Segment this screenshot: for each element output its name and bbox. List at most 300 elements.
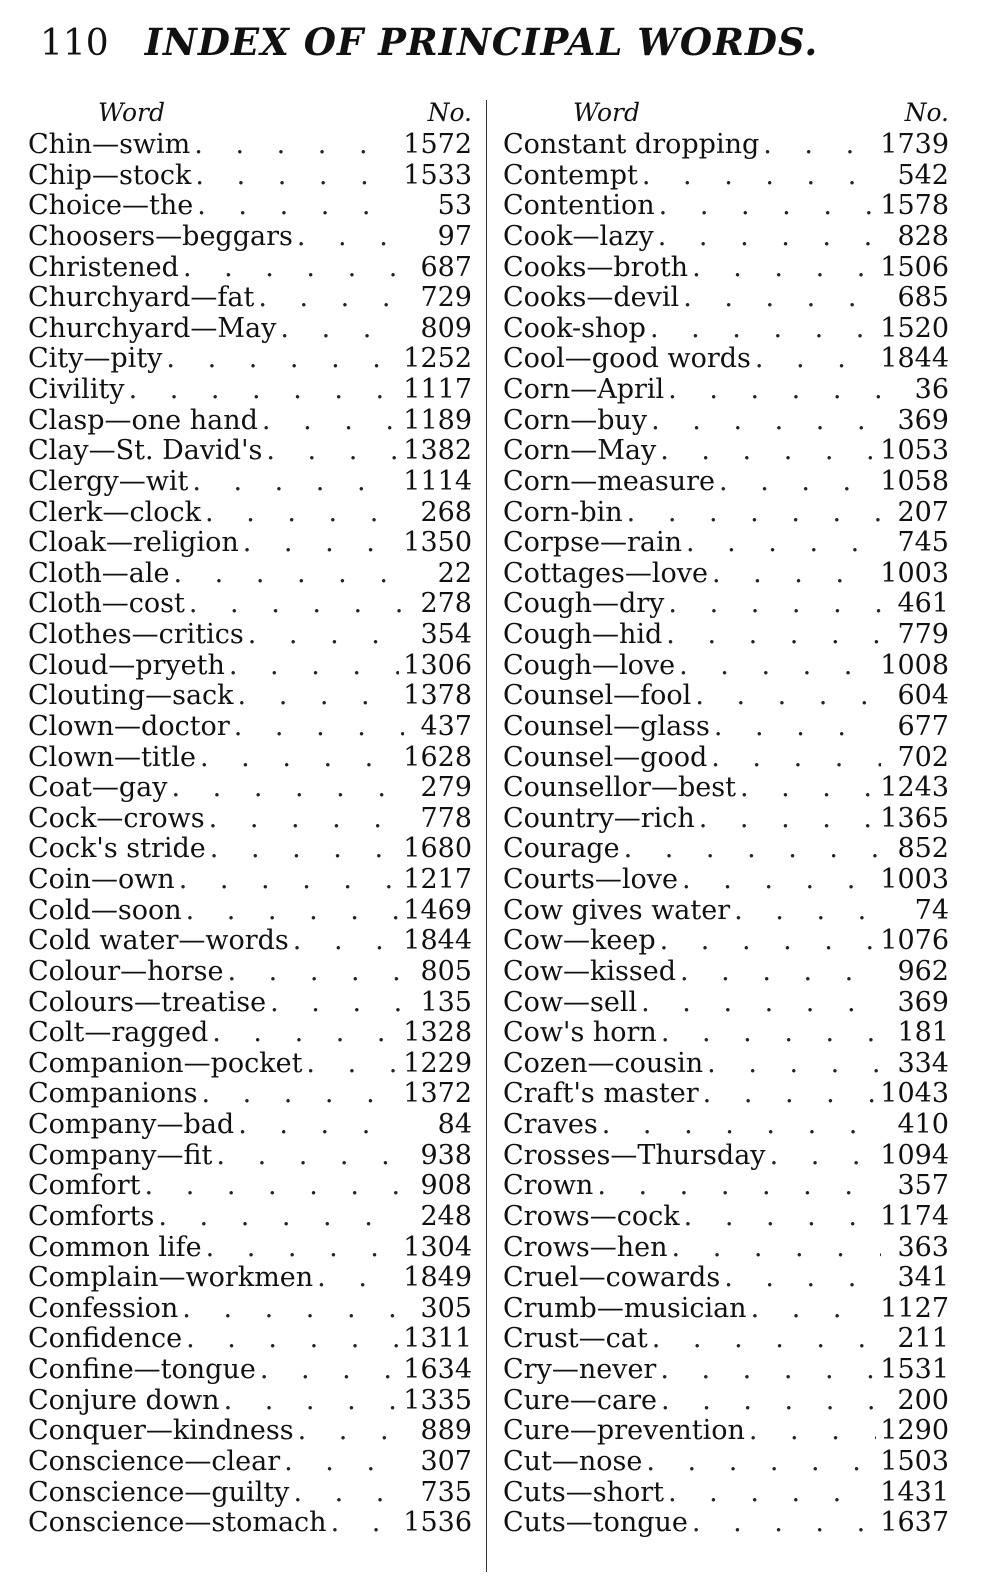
entry-word: Crumb—musician [503, 1292, 747, 1324]
index-entry [503, 314, 949, 345]
dot-leader [683, 283, 881, 314]
entry-number: 1506 [880, 251, 949, 283]
entry-word: Colt—ragged [28, 1017, 209, 1049]
index-rows [503, 130, 949, 1539]
entry-number: 1849 [403, 1262, 472, 1294]
entry-word: Cow's horn [503, 1017, 657, 1049]
index-entry [28, 1478, 472, 1509]
entry-number: 1382 [403, 435, 472, 467]
dot-leader [284, 1447, 404, 1478]
dot-leader [763, 130, 876, 161]
entry-word: Company—bad [28, 1109, 235, 1140]
dot-leader [660, 436, 876, 467]
entry-number: 908 [420, 1170, 472, 1202]
index-entry [503, 1018, 949, 1049]
dot-leader [684, 1202, 877, 1233]
entry-number: 1003 [880, 557, 949, 589]
entry-number: 1114 [403, 465, 472, 497]
entry-number: 542 [897, 159, 949, 191]
entry-number: 1365 [880, 802, 949, 834]
dot-leader [298, 1416, 404, 1447]
dot-leader [216, 1141, 404, 1172]
dot-leader [201, 1079, 399, 1110]
index-entry [28, 253, 472, 284]
dot-leader [751, 1294, 877, 1325]
dot-leader [597, 1171, 881, 1202]
dot-leader [317, 1263, 399, 1294]
index-entry [503, 1324, 949, 1355]
index-entry [503, 1141, 949, 1172]
entry-word: Craves [503, 1109, 598, 1140]
entry-word: Crown [503, 1170, 594, 1202]
entry-number: 1229 [403, 1047, 472, 1079]
entry-number: 1350 [403, 527, 472, 559]
entry-word: Company—fit [28, 1139, 213, 1171]
entry-number: 1533 [403, 159, 472, 191]
index-entry [28, 559, 472, 590]
entry-number: 1536 [403, 1507, 472, 1539]
dot-leader [186, 1324, 399, 1355]
entry-number: 1008 [880, 649, 949, 681]
entry-word: Corn—buy [503, 404, 648, 436]
dot-leader [749, 1416, 876, 1447]
entry-number: 84 [437, 1109, 472, 1140]
entry-number: 1378 [403, 680, 472, 712]
index-entry [503, 681, 949, 712]
entry-number: 1328 [403, 1017, 472, 1049]
entry-number: 687 [420, 251, 472, 283]
dot-leader [293, 926, 400, 957]
dot-leader [166, 344, 399, 375]
index-entry [503, 926, 949, 957]
entry-number: 1043 [880, 1078, 949, 1110]
index-entry [503, 1478, 949, 1509]
dot-leader [210, 834, 400, 865]
entry-word: Comforts [28, 1200, 155, 1232]
page-title: INDEX OF PRINCIPAL WORDS. [144, 20, 819, 64]
index-entry [28, 1018, 472, 1049]
entry-word: Country—rich [503, 802, 695, 834]
entry-number: 461 [897, 588, 949, 620]
dot-leader [740, 773, 876, 804]
entry-word: Clerk—clock [28, 496, 202, 528]
entry-word: Cloth—ale [28, 557, 170, 589]
index-entry [503, 589, 949, 620]
dot-leader [652, 1324, 881, 1355]
entry-word: Complain—workmen [28, 1262, 314, 1294]
index-entry [503, 865, 949, 896]
index-entry [503, 191, 949, 222]
entry-word: Cough—love [503, 649, 676, 681]
dot-leader [695, 681, 881, 712]
entry-word: Crust—cat [503, 1323, 648, 1355]
entry-word: Corn—April [503, 374, 665, 405]
entry-number: 363 [897, 1231, 949, 1263]
entry-word: Corn-bin [503, 496, 623, 528]
entry-number: 828 [897, 220, 949, 252]
index-entry [503, 528, 949, 559]
dot-leader [660, 1355, 876, 1386]
entry-word: Corn—May [503, 435, 657, 467]
index-entry [503, 773, 949, 804]
index-column-left [28, 96, 472, 1539]
index-entry [503, 743, 949, 774]
dot-leader [197, 191, 404, 222]
page-header [40, 20, 818, 80]
entry-word: Cough—hid [503, 619, 663, 650]
dot-leader [224, 1386, 400, 1417]
index-entry [503, 222, 949, 253]
index-entry [28, 1324, 472, 1355]
index-entry [503, 804, 949, 835]
entry-word: Confession [28, 1292, 179, 1324]
dot-leader [158, 1202, 404, 1233]
entry-number: 1311 [403, 1323, 472, 1355]
entry-number: 1739 [880, 129, 949, 160]
index-entry [28, 498, 472, 529]
entry-word: Cry—never [503, 1354, 657, 1385]
dot-leader [686, 528, 881, 559]
index-entry [28, 528, 472, 559]
entry-word: Cow gives water [503, 894, 731, 926]
entry-word: Churchyard—May [28, 312, 277, 344]
entry-number: 1572 [403, 129, 472, 160]
entry-word: Cow—kissed [503, 955, 676, 987]
dot-leader [209, 804, 404, 835]
index-entry [28, 865, 472, 896]
index-entry [28, 896, 472, 927]
entry-word: Cozen—cousin [503, 1047, 704, 1079]
index-entry [28, 620, 472, 651]
entry-word: Christened [28, 251, 179, 283]
entry-word: Clown—title [28, 741, 196, 773]
entry-word: Cut—nose [503, 1445, 643, 1477]
entry-word: Cold—soon [28, 894, 182, 926]
entry-number: 1306 [403, 649, 472, 681]
entry-word: Cough—dry [503, 588, 665, 620]
entry-number: 1217 [403, 864, 472, 895]
entry-word: Clown—doctor [28, 710, 230, 742]
entry-number: 207 [897, 496, 949, 528]
dot-leader [661, 1386, 881, 1417]
index-entry [28, 988, 472, 1019]
entry-number: 410 [897, 1109, 949, 1140]
index-entry [28, 1386, 472, 1417]
entry-word: Constant dropping [503, 129, 760, 160]
index-entry [503, 1233, 949, 1264]
entry-word: Colours—treatise [28, 986, 267, 1018]
index-entry [503, 896, 949, 927]
entry-word: Common life [28, 1231, 202, 1263]
entry-number: 1335 [403, 1384, 472, 1416]
dot-leader [650, 314, 876, 345]
index-entry [503, 834, 949, 865]
dot-leader [734, 896, 881, 927]
entry-number: 677 [897, 710, 949, 742]
index-entry [28, 1171, 472, 1202]
index-entry [503, 1355, 949, 1386]
column-divider [486, 100, 487, 1572]
index-entry [28, 957, 472, 988]
index-entry [28, 1141, 472, 1172]
dot-leader [719, 467, 876, 498]
index-entry [503, 1263, 949, 1294]
entry-number: 745 [897, 527, 949, 559]
dot-leader [692, 253, 876, 284]
entry-number: 809 [420, 312, 472, 344]
dot-leader [712, 559, 876, 590]
dot-leader [661, 1018, 881, 1049]
index-entry [503, 1386, 949, 1417]
entry-word: Cook-shop [503, 312, 646, 344]
index-entry [503, 1447, 949, 1478]
dot-leader [206, 1233, 400, 1264]
index-entry [503, 130, 949, 161]
dot-leader [641, 988, 881, 1019]
dot-leader [660, 926, 877, 957]
entry-number: 685 [897, 282, 949, 314]
index-entry [28, 1355, 472, 1386]
dot-leader [145, 1171, 404, 1202]
index-entry [503, 1171, 949, 1202]
index-entry [28, 1110, 472, 1141]
index-entry [503, 1079, 949, 1110]
entry-word: Cow—sell [503, 986, 638, 1018]
word-column-heading: Word [573, 98, 641, 127]
entry-word: Coat—gay [28, 772, 168, 804]
entry-number: 1127 [880, 1292, 949, 1324]
dot-leader [724, 1263, 881, 1294]
entry-word: Cloth—cost [28, 588, 185, 620]
entry-word: Cloud—pryeth [28, 649, 225, 681]
word-column-heading: Word [98, 98, 166, 127]
dot-leader [646, 1447, 876, 1478]
index-entry [503, 1049, 949, 1080]
index-entry [503, 559, 949, 590]
dot-leader [183, 253, 404, 284]
entry-word: Cure—prevention [503, 1415, 745, 1447]
entry-word: Churchyard—fat [28, 282, 255, 314]
index-entry [28, 712, 472, 743]
dot-leader [186, 896, 400, 927]
entry-number: 1628 [403, 741, 472, 773]
column-header [503, 96, 949, 130]
entry-number: 1174 [880, 1200, 949, 1232]
entry-number: 1003 [880, 864, 949, 895]
entry-number: 369 [897, 404, 949, 436]
entry-number: 1058 [880, 465, 949, 497]
entry-word: Civility [28, 374, 125, 405]
index-entry [28, 222, 472, 253]
index-entry [503, 620, 949, 651]
entry-word: Conquer—kindness [28, 1415, 294, 1447]
entry-number: 357 [897, 1170, 949, 1202]
entry-word: Clouting—sack [28, 680, 234, 712]
dot-leader [179, 865, 400, 896]
dot-leader [682, 865, 876, 896]
dot-leader [270, 988, 404, 1019]
index-entry [503, 406, 949, 437]
dot-leader [189, 589, 404, 620]
entry-number: 1290 [880, 1415, 949, 1447]
entry-number: 735 [420, 1476, 472, 1508]
dot-leader [642, 161, 881, 192]
entry-word: Cruel—cowards [503, 1262, 721, 1294]
entry-word: Coin—own [28, 864, 175, 895]
entry-number: 1844 [880, 343, 949, 375]
entry-number: 278 [420, 588, 472, 620]
entry-number: 805 [420, 955, 472, 987]
index-entry [503, 161, 949, 192]
entry-word: Cuts—short [503, 1476, 665, 1508]
dot-leader [659, 191, 877, 222]
entry-number: 1469 [403, 894, 472, 926]
index-entry [503, 375, 949, 406]
dot-leader [238, 681, 400, 712]
index-entry [28, 375, 472, 406]
index-entry [503, 712, 949, 743]
index-entry [28, 130, 472, 161]
entry-number: 1634 [403, 1354, 472, 1385]
index-entry [503, 344, 949, 375]
dot-leader [755, 344, 876, 375]
dot-leader [668, 589, 881, 620]
entry-number: 279 [420, 772, 472, 804]
dot-leader [624, 834, 881, 865]
entry-number: 604 [897, 680, 949, 712]
page-number: 110 [40, 23, 109, 64]
entry-number: 729 [420, 282, 472, 314]
entry-word: Courage [503, 833, 620, 865]
entry-word: Cooks—broth [503, 251, 689, 283]
entry-word: Cold water—words [28, 925, 289, 957]
entry-number: 97 [437, 220, 472, 252]
entry-number: 1094 [880, 1139, 949, 1171]
dot-leader [627, 498, 881, 529]
index-entry [28, 467, 472, 498]
entry-word: Cure—care [503, 1384, 658, 1416]
number-column-heading: No. [904, 98, 949, 127]
entry-word: Cow—keep [503, 925, 656, 957]
index-entry [28, 1294, 472, 1325]
index-entry [28, 1049, 472, 1080]
index-entry [28, 651, 472, 682]
entry-word: Cloak—religion [28, 527, 239, 559]
dot-leader [266, 436, 399, 467]
entry-number: 248 [420, 1200, 472, 1232]
dot-leader [668, 375, 881, 406]
entry-word: Companions [28, 1078, 198, 1110]
entry-number: 778 [420, 802, 472, 834]
entry-number: 1243 [880, 772, 949, 804]
dot-leader [228, 957, 405, 988]
entry-word: Corn—measure [503, 465, 716, 497]
entry-word: Cock—crows [28, 802, 205, 834]
entry-number: 181 [897, 1017, 949, 1049]
dot-leader [248, 620, 404, 651]
entry-word: Comfort [28, 1170, 141, 1202]
entry-number: 852 [897, 833, 949, 865]
entry-word: Contempt [503, 159, 638, 191]
entry-number: 1189 [403, 404, 472, 436]
dot-leader [172, 773, 405, 804]
entry-word: Chip—stock [28, 159, 192, 191]
entry-number: 1844 [403, 925, 472, 957]
entry-word: Colour—horse [28, 955, 224, 987]
entry-number: 1531 [880, 1354, 949, 1385]
dot-leader [229, 651, 399, 682]
entry-number: 1053 [880, 435, 949, 467]
dot-leader [129, 375, 400, 406]
entry-word: Counsel—good [503, 741, 708, 773]
entry-word: Companion—pocket [28, 1047, 303, 1079]
entry-number: 211 [897, 1323, 949, 1355]
entry-word: Crows—hen [503, 1231, 668, 1263]
entry-word: Conjure down [28, 1384, 220, 1416]
dot-leader [331, 1508, 400, 1539]
dot-leader [680, 957, 881, 988]
entry-number: 354 [420, 619, 472, 650]
dot-leader [182, 1294, 404, 1325]
dot-leader [699, 804, 877, 835]
index-column-right [503, 96, 949, 1539]
index-entry [28, 1416, 472, 1447]
entry-number: 369 [897, 986, 949, 1018]
entry-number: 22 [437, 557, 472, 589]
dot-leader [711, 743, 881, 774]
entry-number: 200 [897, 1384, 949, 1416]
index-entry [503, 1202, 949, 1233]
entry-number: 889 [420, 1415, 472, 1447]
entry-number: 74 [914, 894, 949, 926]
entry-number: 1252 [403, 343, 472, 375]
entry-number: 307 [420, 1445, 472, 1477]
index-entry [28, 1233, 472, 1264]
entry-word: Cock's stride [28, 833, 206, 865]
entry-number: 268 [420, 496, 472, 528]
entry-word: Chin—swim [28, 129, 191, 160]
index-entry [28, 804, 472, 835]
number-column-heading: No. [427, 98, 472, 127]
entry-word: Confidence [28, 1323, 183, 1355]
entry-word: Clasp—one hand [28, 404, 258, 436]
dot-leader [602, 1110, 881, 1141]
dot-leader [679, 651, 876, 682]
entry-number: 305 [420, 1292, 472, 1324]
dot-leader [668, 1478, 876, 1509]
entry-number: 1117 [403, 374, 472, 405]
index-entry [503, 1294, 949, 1325]
entry-word: Choice—the [28, 190, 194, 222]
entry-word: Craft's master [503, 1078, 699, 1110]
index-entry [28, 161, 472, 192]
entry-word: Conscience—clear [28, 1445, 281, 1477]
index-entry [503, 436, 949, 467]
entry-word: Corpse—rain [503, 527, 682, 559]
entry-number: 1637 [880, 1507, 949, 1539]
dot-leader [651, 406, 881, 437]
dot-leader [658, 222, 881, 253]
dot-leader [297, 222, 404, 253]
index-entry [503, 957, 949, 988]
entry-number: 36 [914, 374, 949, 405]
dot-leader [192, 467, 399, 498]
index-entry [28, 773, 472, 804]
entry-word: Conscience—stomach [28, 1507, 327, 1539]
entry-word: Choosers—beggars [28, 220, 293, 252]
index-entry [28, 834, 472, 865]
index-entry [28, 1263, 472, 1294]
